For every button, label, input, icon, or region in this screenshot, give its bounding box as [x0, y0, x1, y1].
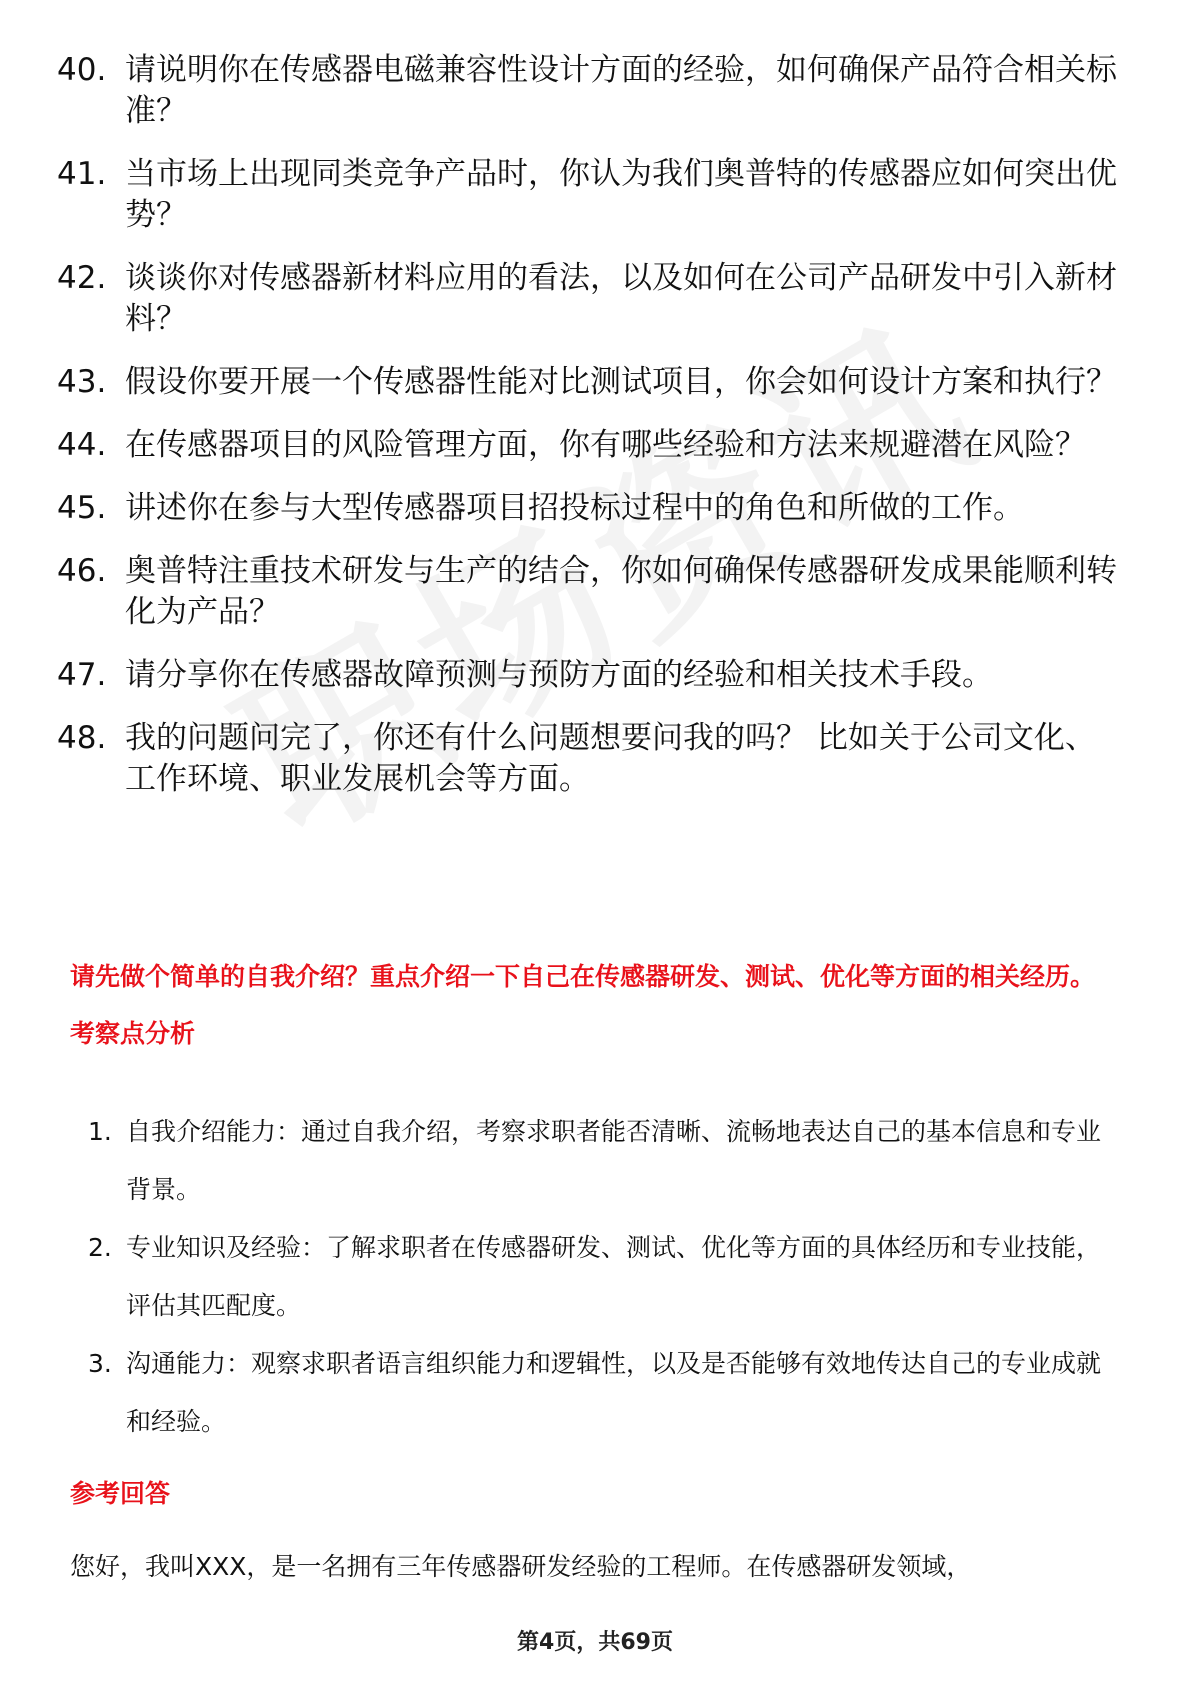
- analysis-item: [70, 1103, 1120, 1219]
- question-text: 奥普特注重技术研发与生产的结合，你如何确保传感器研发成果能顺利转化为产品？: [125, 553, 1117, 630]
- question-text: 请分享你在传感器故障预测与预防方面的经验和相关技术手段。: [125, 657, 993, 693]
- analysis-text: 专业知识及经验：了解求职者在传感器研发、测试、优化等方面的具体经历和专业技能，评估其匹配度。: [126, 1233, 1102, 1320]
- question-number: 47.: [57, 657, 107, 693]
- question-number: 42.: [57, 260, 107, 296]
- question-list: [57, 50, 1117, 822]
- question-item: [57, 258, 1117, 340]
- question-number: 45.: [57, 490, 107, 526]
- analysis-number: 1.: [88, 1117, 112, 1146]
- analysis-text: 自我介绍能力：通过自我介绍，考察求职者能否清晰、流畅地表达自己的基本信息和专业背景。: [126, 1117, 1102, 1204]
- question-text: 假设你要开展一个传感器性能对比测试项目，你会如何设计方案和执行？: [125, 364, 1117, 400]
- question-item: [57, 488, 1117, 529]
- question-item: [57, 718, 1117, 800]
- question-item: [57, 655, 1117, 696]
- reference-answer-title: 参考回答: [70, 1479, 171, 1508]
- question-text: 当市场上出现同类竞争产品时，你认为我们奥普特的传感器应如何突出优势？: [125, 156, 1117, 233]
- answer-paragraph: 您好，我叫XXX，是一名拥有三年传感器研发经验的工程师。在传感器研发领域，: [70, 1552, 972, 1581]
- analysis-item: [70, 1219, 1120, 1335]
- page-footer: 第4页，共69页: [517, 1630, 673, 1655]
- question-heading: 请先做个简单的自我介绍？重点介绍一下自己在传感器研发、测试、优化等方面的相关经历。: [70, 962, 1096, 991]
- question-number: 48.: [57, 720, 107, 756]
- question-item: [57, 425, 1117, 466]
- question-text: 谈谈你对传感器新材料应用的看法，以及如何在公司产品研发中引入新材料？: [125, 260, 1117, 337]
- question-text: 请说明你在传感器电磁兼容性设计方面的经验，如何确保产品符合相关标准？: [125, 52, 1117, 129]
- question-item: [57, 551, 1117, 633]
- analysis-list: [70, 1103, 1120, 1451]
- analysis-number: 2.: [88, 1233, 112, 1262]
- question-text: 在传感器项目的风险管理方面，你有哪些经验和方法来规避潜在风险？: [125, 427, 1086, 463]
- question-item: [57, 154, 1117, 236]
- analysis-number: 3.: [88, 1349, 112, 1378]
- analysis-item: [70, 1335, 1120, 1451]
- question-text: 讲述你在参与大型传感器项目招投标过程中的角色和所做的工作。: [125, 490, 1024, 526]
- question-number: 43.: [57, 364, 107, 400]
- question-text: 我的问题问完了，你还有什么问题想要问我的吗？ 比如关于公司文化、工作环境、职业发展机会等方面。: [125, 720, 1096, 797]
- question-number: 40.: [57, 52, 107, 88]
- question-item: [57, 50, 1117, 132]
- analysis-title: 考察点分析: [70, 1019, 196, 1048]
- question-number: 41.: [57, 156, 107, 192]
- question-number: 46.: [57, 553, 107, 589]
- analysis-text: 沟通能力：观察求职者语言组织能力和逻辑性，以及是否能够有效地传达自己的专业成就和经验。: [126, 1349, 1102, 1436]
- question-number: 44.: [57, 427, 107, 463]
- question-item: [57, 362, 1117, 403]
